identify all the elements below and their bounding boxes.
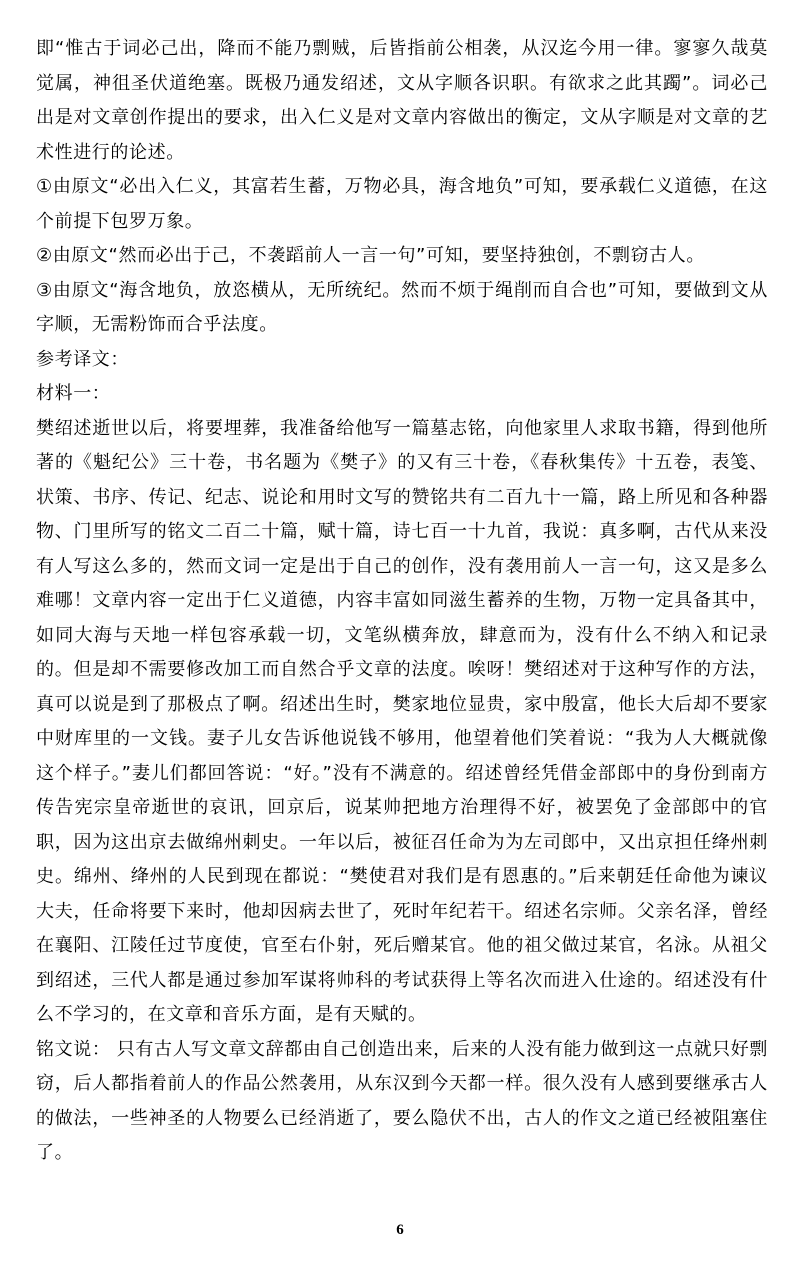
paragraph-analysis-intro: 即“惟古于词必己出，降而不能乃剽贼，后皆指前公相袭，从汉迄今用一律。寥寥久哉莫觉属，神徂圣伏道绝塞。既极乃通发绍述，文从字顺各识职。有欲求之此其躅”。词必己出是对文章创作提出的要求，出入仁义是对文章内容做出的衡定，文从字顺是对文章的艺术性进行的论述。 bbox=[36, 38, 768, 163]
document-page bbox=[36, 32, 768, 1171]
material-one-heading: 材料一： bbox=[36, 383, 111, 404]
translation-heading: 参考译文： bbox=[36, 348, 129, 370]
paragraph-point-2: ②由原文“然而必出于己，不袭蹈前人一言一句”可知，要坚持独创，不剽窃古人。 bbox=[36, 245, 705, 266]
page-number: 6 bbox=[396, 1222, 404, 1238]
inscription-paragraph: 铭文说： 只有古人写文章文辞都由自己创造出来，后来的人没有能力做到这一点就只好剽窃，后人都指着前人的作品公然袭用，从东汉到今天都一样。很久没有人感到要继承古人的做法，一些神圣的人物要么已经消逝了，要么隐伏不出，古人的作文之道已经被阻塞住了。 bbox=[36, 1038, 768, 1163]
translation-body: 樊绍述逝世以后，将要埋葬，我准备给他写一篇墓志铭，向他家里人求取书籍，得到他所著的《魁纪公》三十卷，书名题为《樊子》的又有三十卷，《春秋集传》十五卷，表笺、状策、书序、传记、纪志、说论和用时文写的赞铭共有二百九十一篇，路上所见和各种器物、门里所写的铭文二百二十篇，赋十篇，诗七百一十九首，我说：真多啊，古代从来没有人写这么多的，然而文词一定是出于自己的创作，没有袭用前人一言一句，这又是多么难哪！文章内容一定出于仁义道德，内容丰富如同滋生蓄养的生物，万物一定具备其中，如同大海与天地一样包容承载一切，文笔纵横奔放，肆意而为，没有什么不纳入和记录的。但是却不需要修改加工而自然合乎文章的法度。唉呀！樊绍述对于这种写作的方法，真可以说是到了那极点了啊。绍述出生时，樊家地位显贵，家中殷富，他长大后却不要家中财库里的一文钱。妻子儿女告诉他说钱不够用，他望着他们笑着说：“我为人大概就像这个样子。”妻儿们都回答说：“好。”没有不满意的。绍述曾经凭借金部郎中的身份到南方传告宪宗皇帝逝世的哀讯，回京后，说某帅把地方治理得不好，被罢免了金部郎中的官职，因为这出京去做绵州刺史。一年以后，被征召任命为为左司郎中，又出京担任绛州刺史。绵州、绛州的人民到现在都说：“樊使君对我们是有恩惠的。”后来朝廷任命他为谏议大夫，任命将要下来时，他却因病去世了，死时年纪若干。绍述名宗师。父亲名泽，曾经在襄阳、江陵任过节度使，官至右仆射，死后赠某官。他的祖父做过某官，名泳。从祖父到绍述，三代人都是通过参加军谋将帅科的考试获得上等名次而进入仕途的。绍述没有什么不学习的，在文章和音乐方面，是有天赋的。 bbox=[36, 417, 768, 1025]
paragraph-point-1: ①由原文“必出入仁义，其富若生蓄，万物必具，海含地负”可知，要承载仁义道德，在这个前提下包罗万象。 bbox=[36, 176, 768, 232]
paragraph-point-3: ③由原文“海含地负，放恣横从，无所统纪。然而不烦于绳削而自合也”可知，要做到文从字顺，无需粉饰而合乎法度。 bbox=[36, 279, 768, 335]
